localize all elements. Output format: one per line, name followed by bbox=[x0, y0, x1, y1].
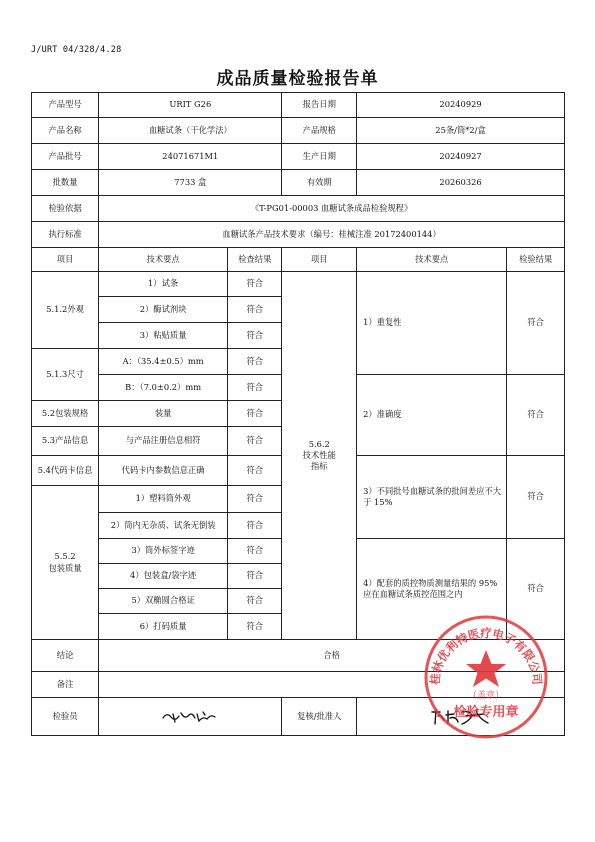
reviewer-label: 复核/批准人 bbox=[282, 698, 357, 736]
tech-cell: 3）筒外标签字迹 bbox=[99, 539, 228, 564]
tech-cell: 装量 bbox=[99, 401, 228, 427]
inspector-signature-image bbox=[159, 708, 221, 726]
report-date-label: 报告日期 bbox=[282, 93, 357, 118]
seal-star-icon bbox=[466, 650, 506, 687]
group-code-card: 5.4代码卡信息 bbox=[32, 456, 99, 486]
tech-cell: 1）试条 bbox=[99, 272, 228, 297]
result-cell: 符合 bbox=[228, 456, 282, 486]
result-cell: 符合 bbox=[228, 486, 282, 513]
name-value: 血糖试条（干化学法） bbox=[99, 118, 282, 144]
info-row-standard bbox=[32, 222, 565, 248]
result-cell: 符合 bbox=[228, 564, 282, 589]
result-cell: 符合 bbox=[228, 614, 282, 640]
tech-cell: A：（35.4±0.5）mm bbox=[99, 349, 228, 375]
group-performance bbox=[282, 272, 357, 640]
inspection-seal-stamp bbox=[421, 612, 551, 742]
document-number: J/URT 04/328/4.28 bbox=[31, 45, 122, 55]
tech-cell: 代码卡内参数信息正确 bbox=[99, 456, 228, 486]
group-packaging-spec: 5.2包装规格 bbox=[32, 401, 99, 427]
info-row-name bbox=[32, 118, 565, 144]
result-cell: 符合 bbox=[228, 589, 282, 614]
group-package-quality bbox=[32, 486, 99, 640]
inspection-header-row bbox=[32, 248, 565, 272]
tech-cell: 4）包装盒/袋字迹 bbox=[99, 564, 228, 589]
perf-tech-accuracy: 2）准确度 bbox=[357, 375, 507, 456]
basis-label: 检验依据 bbox=[32, 196, 99, 222]
spec-label: 产品规格 bbox=[282, 118, 357, 144]
result-cell: 符合 bbox=[228, 539, 282, 564]
tech-cell: 3）粘贴质量 bbox=[99, 323, 228, 349]
perf-tech-batch-variance: 3）不同批号血糖试条的批间差应不大于 15% bbox=[357, 456, 507, 539]
remark-label: 备注 bbox=[32, 672, 99, 698]
info-row-quantity bbox=[32, 170, 565, 196]
inspector-label: 检验员 bbox=[32, 698, 99, 736]
basis-value: 《T-PG01-00003 血糖试条成品检验规程》 bbox=[99, 196, 565, 222]
header-tech-2: 技术要点 bbox=[357, 248, 507, 272]
expiry-value: 20260326 bbox=[357, 170, 565, 196]
prod-date-value: 20240927 bbox=[357, 144, 565, 170]
header-item-2: 项目 bbox=[282, 248, 357, 272]
model-label: 产品型号 bbox=[32, 93, 99, 118]
result-cell: 符合 bbox=[228, 297, 282, 323]
prod-date-label: 生产日期 bbox=[282, 144, 357, 170]
info-row-model bbox=[32, 93, 565, 118]
conclusion-value: 合格 bbox=[99, 640, 565, 672]
tech-cell: 2）筒内无杂质、试条无倒装 bbox=[99, 513, 228, 539]
group-appearance: 5.1.2外观 bbox=[32, 272, 99, 349]
tech-cell: 6）打码质量 bbox=[99, 614, 228, 640]
result-cell: 符合 bbox=[228, 375, 282, 401]
perf-tech-qc: 4）配套的质控物质测量结果的 95%应在血糖试条质控范围之内 bbox=[357, 539, 507, 640]
qty-label: 批数量 bbox=[32, 170, 99, 196]
group-size: 5.1.3尺寸 bbox=[32, 349, 99, 401]
tech-cell: 与产品注册信息相符 bbox=[99, 427, 228, 456]
seal-ring-text: 桂林优利特医疗电子有限公司 bbox=[427, 626, 545, 686]
batch-value: 24071671M1 bbox=[99, 144, 282, 170]
info-row-batch bbox=[32, 144, 565, 170]
page-title: 成品质量检验报告单 bbox=[216, 69, 379, 89]
tech-cell: 5）双椭圆合格证 bbox=[99, 589, 228, 614]
tech-cell: 1）塑料筒外观 bbox=[99, 486, 228, 513]
group-performance-code: 5.6.2 bbox=[308, 438, 330, 449]
spec-value: 25条/筒*2/盒 bbox=[357, 118, 565, 144]
standard-value: 血糖试条产品技术要求（编号：桂械注准 20172400144） bbox=[99, 222, 565, 248]
result-cell: 符合 bbox=[228, 349, 282, 375]
result-cell: 符合 bbox=[228, 272, 282, 297]
result-cell: 符合 bbox=[228, 513, 282, 539]
inspector-signature bbox=[99, 698, 282, 736]
perf-result-accuracy: 符合 bbox=[507, 375, 565, 456]
header-item: 项目 bbox=[32, 248, 99, 272]
perf-result-qc: 符合 bbox=[507, 539, 565, 640]
result-cell: 符合 bbox=[228, 323, 282, 349]
header-tech: 技术要点 bbox=[99, 248, 228, 272]
batch-label: 产品批号 bbox=[32, 144, 99, 170]
standard-label: 执行标准 bbox=[32, 222, 99, 248]
tech-cell: B：（7.0±0.2）mm bbox=[99, 375, 228, 401]
result-cell: 符合 bbox=[228, 401, 282, 427]
perf-result-batch-variance: 符合 bbox=[507, 456, 565, 539]
perf-tech-repeatability: 1）重复性 bbox=[357, 272, 507, 375]
seal-inner-text: （盖章） bbox=[467, 691, 505, 701]
group-package-quality-title: 包装质量 bbox=[48, 562, 82, 573]
group-performance-subtitle: 指标 bbox=[310, 461, 328, 472]
group-performance-title: 技术性能 bbox=[302, 449, 336, 460]
seal-bottom-text: 检验专用章 bbox=[453, 705, 519, 720]
name-label: 产品名称 bbox=[32, 118, 99, 144]
perf-result-repeatability: 符合 bbox=[507, 272, 565, 375]
model-value: URIT G26 bbox=[99, 93, 282, 118]
report-date-value: 20240929 bbox=[357, 93, 565, 118]
result-cell: 符合 bbox=[228, 427, 282, 456]
header-result-2: 检验结果 bbox=[507, 248, 565, 272]
qty-value: 7733 盒 bbox=[99, 170, 282, 196]
table-row bbox=[32, 272, 565, 297]
group-package-quality-code: 5.5.2 bbox=[54, 551, 76, 562]
group-product-info: 5.3产品信息 bbox=[32, 427, 99, 456]
expiry-label: 有效期 bbox=[282, 170, 357, 196]
tech-cell: 2）酶试剂块 bbox=[99, 297, 228, 323]
conclusion-label: 结论 bbox=[32, 640, 99, 672]
info-row-basis bbox=[32, 196, 565, 222]
header-result: 检查结果 bbox=[228, 248, 282, 272]
